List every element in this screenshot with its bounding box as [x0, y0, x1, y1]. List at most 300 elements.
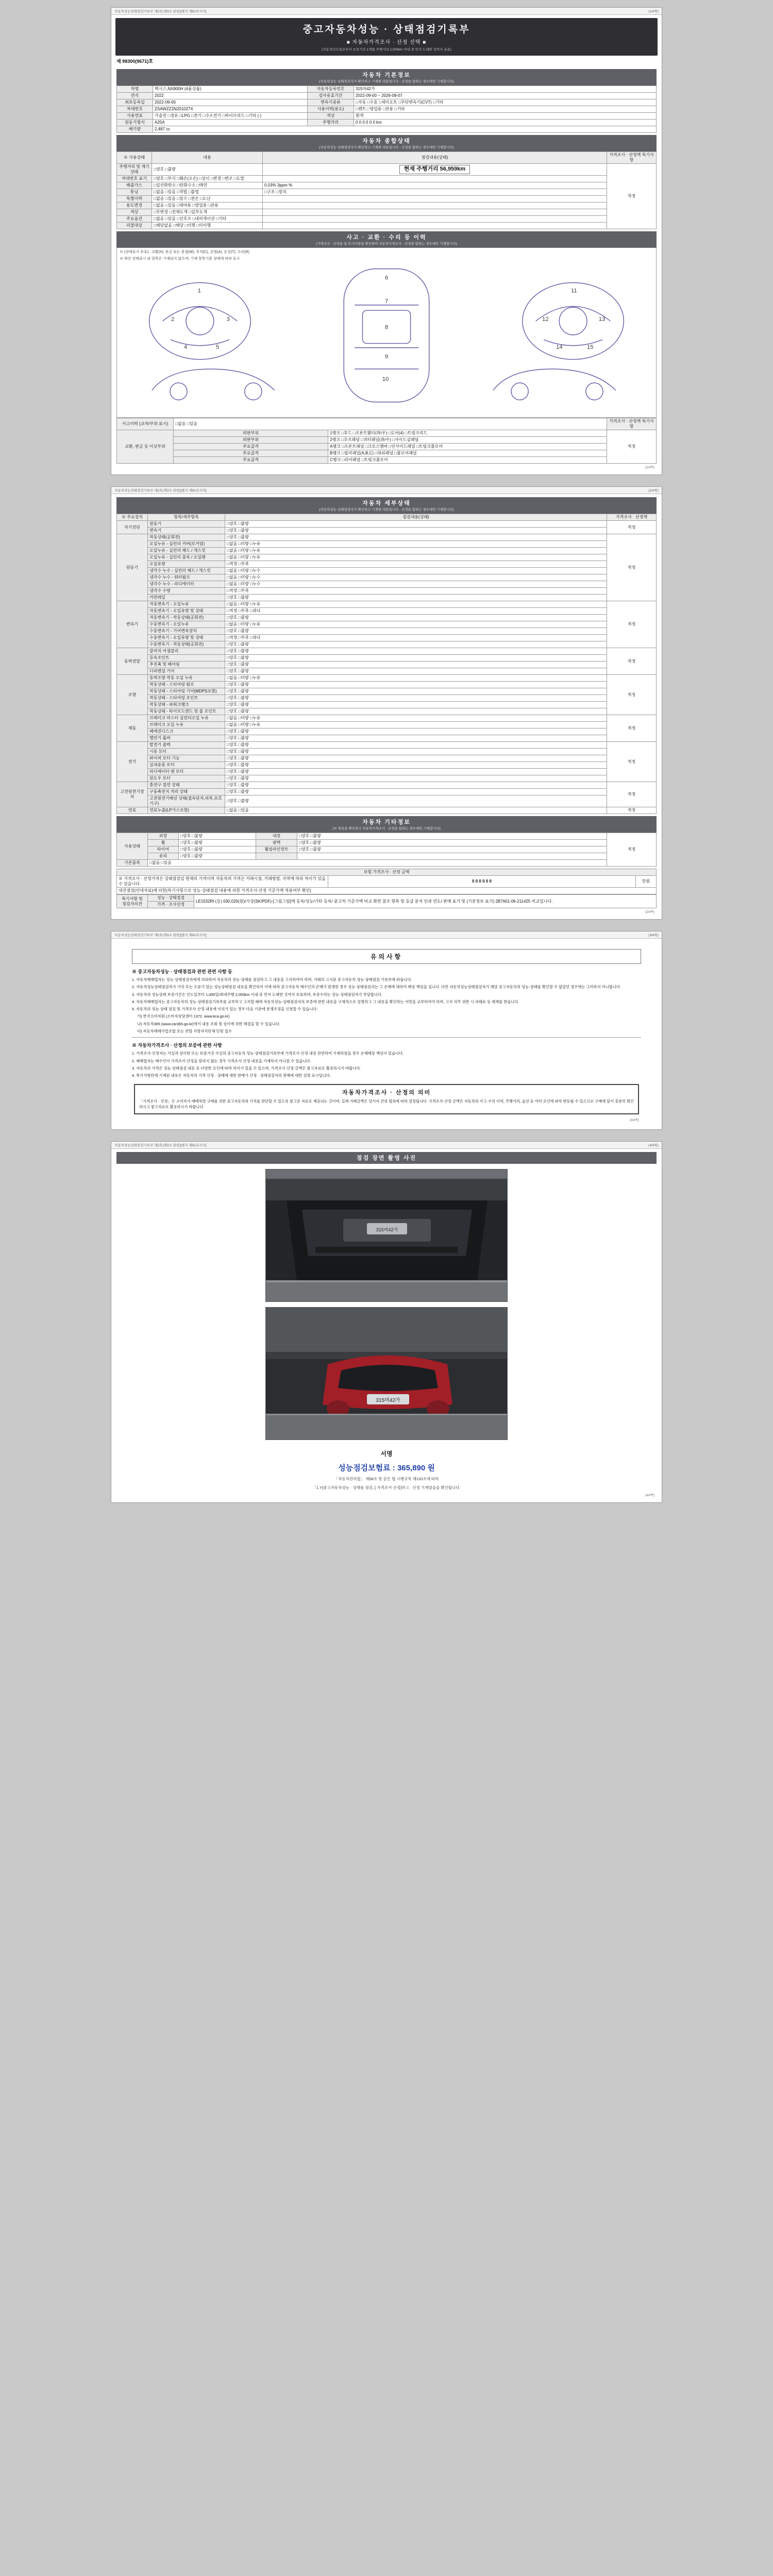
detail-value-4-5: □양호 □불량 — [225, 708, 607, 715]
basic-label-use: 사용이력(용도) — [308, 106, 354, 113]
overall-row-7-key: 주요옵션 — [117, 216, 152, 223]
form-id-text-3: 자동차성능상태점검기록부 제2호(제3조 관련)[별지 제81호서식] — [114, 934, 207, 937]
footer-note-1: 「자동차관리법」 제58조 및 같은 법 시행규칙 제120조에 따라 — [334, 1476, 439, 1481]
detail-value-6-1: □양호 □불량 — [225, 749, 607, 755]
accident-inner-c — [328, 457, 607, 464]
page-4-header — [111, 1142, 662, 1149]
section-overall — [116, 135, 657, 151]
etc-row-0-key: 외장 — [148, 833, 179, 840]
document-number-row — [111, 56, 662, 66]
insurance-price-table — [116, 869, 657, 894]
detail-value-2-4: □양호 □불량 — [225, 628, 607, 635]
insurance-title: 보험 가격조사 · 산정 금액 — [117, 869, 657, 876]
detail-item-2-0: 자동변속기 - 오일누유 — [148, 601, 225, 608]
svg-text:12: 12 — [542, 316, 549, 323]
svg-text:5: 5 — [215, 344, 220, 350]
detail-value-6-4: □양호 □불량 — [225, 769, 607, 775]
detail-item-1-1: 오일누유 - 실린더 커버(로커암) — [148, 541, 225, 548]
detail-item-1-6: 냉각수 누수 - 워터펌프 — [148, 574, 225, 581]
page-number-3: (3/4쪽) — [648, 934, 659, 937]
notice-item-1-6: 나) 자동차365 (www.car365.go.kr)에서 내용 조회 및 상이에 의한 해결을 할 수 있습니다. — [137, 1021, 281, 1026]
detail-value-4-3: □양호 □불량 — [225, 695, 607, 702]
detail-group-6: 전기 — [117, 742, 148, 782]
detail-group-4: 조향 — [117, 675, 148, 715]
overall-row-2-check: □일산화탄소 □탄화수소 □매연 — [152, 182, 263, 189]
engine-bay-photo — [265, 1169, 508, 1302]
detail-value-5-1: □없음 □미량 □누유 — [225, 722, 607, 728]
footer-note-2: 「1.Y]중고자동차성능 · 상태를 점검, [ 가격조사·산정]하고 · 산정 기재였음을 확인합니다. — [312, 1485, 461, 1490]
detail-value-7-0: □양호 □불량 — [225, 782, 607, 789]
detail-value-2-0: □없음 □미량 □누유 — [225, 601, 607, 608]
detail-item-1-3: 오일누유 - 실린더 블록 / 오일팬 — [148, 554, 225, 561]
basic-label-color: 색상 — [308, 113, 354, 120]
etc-base-label: 기본품목 — [117, 860, 148, 867]
page-3 — [111, 931, 662, 1130]
detail-value-6-0: □양호 □불량 — [225, 742, 607, 749]
accident-rank2-value: □루프패널 □쿼터패널(좌/우) □사이드실패널 — [341, 437, 419, 442]
detail-group-5: 제동 — [117, 715, 148, 742]
accident-note-head: 가격조사 · 산정액 특기사항 — [607, 418, 657, 430]
notice-heading-1: ※ 중고자동차성능 · 상태점검과 관련 관련 사항 등 — [132, 969, 232, 974]
detail-item-7-0: 충전구 절연 상태 — [148, 782, 225, 789]
detail-value-2-1: □적정 □부족 □과다 — [225, 608, 607, 615]
overall-head-3: 가격조사 · 산정액 특기사항 — [607, 152, 657, 164]
detail-value-7-2: □양호 □불량 — [225, 795, 607, 807]
accident-inner-b — [328, 450, 607, 457]
section-detail-sub: (자동차성능·상태점검자가 확인하고 기재한 내용입니다 - 산정을 함하는 경우에만 기재합니다) — [319, 508, 454, 512]
insurance-digit-2: 0 — [479, 879, 481, 884]
section-accident-sub: (가격조사 · 산정을 및 특기사항을 확인하여 자동차가격조사 · 산정을 함하는 경우에만 기재합니다) — [316, 242, 457, 246]
detail-group-0: 자기진단 — [117, 521, 148, 534]
detail-value-0-0: □양호 □불량 — [225, 521, 607, 528]
notice-item-1-7: 다) 자동차매매사업조합 또는 관할 지방자치단체 민원 접수 — [137, 1029, 232, 1034]
section-etc-title: 자동차 기타정보 — [362, 819, 411, 825]
insurance-group-label: 특기사항 및 점검자의견 — [117, 895, 148, 908]
notice-item-1-5: 가) 한국소비자원 (소비자상담센터 1372, www.kca.go.kr) — [137, 1014, 230, 1019]
basic-label-fuel: 사용연료 — [117, 113, 153, 120]
detail-value-1-9: □양호 □불량 — [225, 595, 607, 601]
page-title-note: (자동차인도일로부터 보증기간 1개월 주행거리 2,000km 이내 중 먼저 도래한 것까지 유효) — [322, 48, 451, 52]
detail-group-2: 변속기 — [117, 601, 148, 648]
section-accident-title: 사고 · 교환 · 수리 등 이력 — [346, 234, 427, 241]
detail-value-4-4: □양호 □불량 — [225, 702, 607, 708]
accident-outer-label-2: 외판부위 — [174, 437, 328, 444]
diagram-legend-1: ※ (상태표시 부호) : 교환(X), 판금 또는 용접(W), 부식(C), 균열(A), 손상(T), 수리(R) — [120, 250, 249, 254]
overall-head-0: ※ 사용상태 — [117, 152, 152, 164]
detail-value-1-1: □없음 □미량 □누유 — [225, 541, 607, 548]
overall-row-3-check: □없음 □있음 □적법 □불법 — [152, 189, 263, 196]
section-overall-title: 자동차 종합상태 — [362, 138, 411, 144]
svg-text:15: 15 — [586, 344, 594, 350]
basic-label-mileage: 주행거리 — [308, 120, 354, 126]
detail-value-6-3: □양호 □불량 — [225, 762, 607, 769]
accident-rank1 — [328, 430, 607, 437]
svg-text:8: 8 — [384, 324, 389, 331]
detail-item-6-1: 시동 모터 — [148, 749, 225, 755]
basic-value-use: □렌트 □영업용 □관용 □기타 — [354, 106, 657, 113]
detail-value-1-2: □없음 □미량 □누유 — [225, 548, 607, 554]
detail-item-7-2: 고전원전기배선 상태(접속단자,피복,보호기구) — [148, 795, 225, 807]
basic-label-year: 연식 — [117, 93, 153, 99]
overall-table — [116, 151, 657, 229]
detail-item-1-5: 냉각수 누수 - 실린더 헤드 / 개스킷 — [148, 568, 225, 574]
basic-value-regno: 315머42가 — [354, 86, 657, 93]
etc-row-3-value: □양호 □불량 — [179, 853, 256, 860]
section-basic-title: 자동차 기본정보 — [362, 72, 411, 78]
svg-text:10: 10 — [382, 376, 389, 382]
section-photos-title: 점검 장면 촬영 사진 — [356, 1155, 417, 1161]
detail-item-2-4: 수동변속기 - 기어변속장치 — [148, 628, 225, 635]
etc-row-2-key: 타이어 — [148, 846, 179, 853]
detail-value-3-2: □양호 □불량 — [225, 662, 607, 668]
mileage-value: 현재 주행거리 56,959km — [399, 165, 470, 174]
detail-note-3: 적정 — [607, 648, 657, 675]
detail-note-5: 적정 — [607, 715, 657, 742]
basic-value-fuel: 가솔린 □경유 □LPG □전기 □수소전기 □하이브리드 □기타 ( ) — [153, 113, 308, 120]
detail-value-1-3: □없음 □미량 □누유 — [225, 554, 607, 561]
detail-item-2-2: 자동변속기 - 작동상태(공회전) — [148, 615, 225, 621]
detail-item-2-1: 자동변속기 - 오일유량 및 상태 — [148, 608, 225, 615]
insurance-row-label-2: 가격 · 조사산정 — [148, 902, 194, 908]
section-basic-sub: (자동차성능·상태점검자가 확인하고 기재한 내용입니다 - 산정을 함하는 경우에만 기재합니다) — [319, 80, 454, 83]
detail-value-1-4: □적정 □부족 — [225, 561, 607, 568]
etc-base-value: □없음 □있음 — [148, 860, 607, 867]
detail-item-3-1: 등속조인트 — [148, 655, 225, 662]
detail-item-1-8: 냉각수 수량 — [148, 588, 225, 595]
accident-inner-label-c: 주요골격 — [174, 457, 328, 464]
accident-inner-c-value: □리어패널 □트렁크플로어 — [342, 457, 388, 462]
detail-item-5-3: 밸런기 롤버 — [148, 735, 225, 742]
overall-row-5-key: 용도변경 — [117, 202, 152, 209]
notice-item-1-1: 2. 자동차성능상태점검자가 거짓 또는 오류가 있는 성능상태점검 내용을 확인하여 이에 따라 중고자동차 매수인의 손해가 발생한 경우 성능·상태점검자는 그 손해에 대하여 배상 책임을 집니다. 다만 자동차성능상태점검자가 해당 중고자동차의 성능·상태를 확인할 수 없었던 경우에는 그러하지 아니합니다. — [132, 985, 621, 990]
notice-item-1-3: 4. 자동차매매업자는 중고자동차의 성능·상태점검기록부를 교부하고 고지할 때에 자동차성능·상태점검자의 보증에 관한 내용을 구체적으로 설명하고 그 내용을 확인하는 서면을 교부하여야 하며, 고지 의무 위반 시 과태료 등 제재를 받습니다. — [132, 999, 519, 1004]
overall-row-2-key: 배출가스 — [117, 182, 152, 189]
price-definition-box — [134, 1084, 639, 1114]
overall-row-5-check: □없음 □있음 □대여용 □영업용 □관용 — [152, 202, 263, 209]
detail-value-3-3: □양호 □불량 — [225, 668, 607, 675]
svg-text:7: 7 — [384, 298, 389, 304]
detail-value-1-8: □적정 □부족 — [225, 588, 607, 595]
etc-row-0-value2: □양호 □불량 — [297, 833, 607, 840]
engine-bay-photo-svg — [266, 1170, 508, 1302]
page-2-footer: (2/4쪽) — [645, 911, 654, 914]
detail-value-8-0: □없음 □있음 — [225, 807, 607, 814]
overall-row-4-detail — [263, 196, 607, 202]
detail-group-7: 고전원전기장치 — [117, 782, 148, 807]
page-3-header — [111, 931, 662, 939]
overall-row-7-check: □없음 □있음 □선루프 □내비게이션 □기타 — [152, 216, 263, 223]
page-4-footer: (4/4쪽) — [645, 1494, 654, 1497]
detail-value-3-0: □양호 □불량 — [225, 648, 607, 655]
detail-item-4-4: 작동상태 - 파워크랭크 — [148, 702, 225, 708]
price-value: 365,890 원 — [397, 1463, 435, 1472]
overall-row-1-check: □양호 □부식 □훼손(오손) □상이 □변경 □변조 □도말 — [152, 176, 263, 182]
svg-text:14: 14 — [556, 344, 563, 350]
detail-head-3: 가격조사 · 산정액 — [607, 514, 657, 521]
detail-item-5-0: 브레이크 마스터 실린더오일 누유 — [148, 715, 225, 722]
page-title: 중고자동차성능 · 상태점검기록부 — [303, 24, 470, 35]
etc-row-2-key2: 휠얼라인먼트 — [256, 846, 297, 853]
notice-item-2-0: 1. 가격조사·산정자는 사실과 상이한 또는 보증거짓 사실의 중고자동차 성능·상태점검기록부에 가격조사·산정 내용 관련하여 기재하였을 경우 손해배상 책임이 있습니다. — [132, 1051, 404, 1056]
detail-value-3-1: □양호 □불량 — [225, 655, 607, 662]
basic-value-insp-period: 2022-09-00 ~ 2026-09-07 — [354, 93, 657, 99]
detail-value-1-0: □양호 □불량 — [225, 534, 607, 541]
detail-item-3-3: 디퍼렌셜 기어 — [148, 668, 225, 675]
overall-row-1-detail — [263, 176, 607, 182]
detail-item-1-4: 오일유량 — [148, 561, 225, 568]
doc-no-label: 제 — [116, 59, 121, 64]
detail-item-4-0: 동력조향 작동 오일 누유 — [148, 675, 225, 682]
detail-value-6-2: □양호 □불량 — [225, 755, 607, 762]
detail-value-5-0: □없음 □미량 □누유 — [225, 715, 607, 722]
page-1 — [111, 7, 662, 475]
basic-value-first-reg: 2022-09-00 — [153, 99, 308, 106]
detail-item-4-2: 작동상태 - 스티어링 기어(MDPS포함) — [148, 688, 225, 695]
insurance-row-label-1: 성능 · 상태점검 — [148, 895, 194, 902]
accident-rank1-label: 1랭크 — [330, 431, 340, 435]
doc-no-value: 98300(9671)호 — [122, 59, 153, 64]
svg-text:11: 11 — [570, 287, 577, 294]
etc-row-0-key2: 내장 — [256, 833, 297, 840]
overall-note: 적정 — [607, 164, 657, 229]
basic-label-name: 차명 — [117, 86, 153, 93]
accident-history-table — [116, 418, 657, 464]
detail-note-2: 적정 — [607, 601, 657, 648]
detail-item-2-6: 수동변속기 - 작동상태(공회전) — [148, 641, 225, 648]
detail-item-3-0: 클러치 어셈블리 — [148, 648, 225, 655]
notice-divider — [132, 1037, 641, 1038]
notice-item-2-1: 2. 매매업자는 매수인이 가격조사·산정을 원하지 않는 경우 가격조사·산정 내용을 기재하지 아니할 수 있습니다. — [132, 1058, 311, 1063]
accident-inner-label-b: 주요골격 — [174, 450, 328, 457]
accident-inner-a-value: □프론트패널 □크로스맴버 □인사이드패널 □트렁크플로어 — [342, 444, 443, 449]
basic-label-engine: 원동기형식 — [117, 120, 153, 126]
accident-inner-a — [328, 444, 607, 450]
detail-value-4-2: □양호 □불량 — [225, 688, 607, 695]
detail-item-1-0: 작동상태(공회전) — [148, 534, 225, 541]
svg-text:13: 13 — [598, 316, 606, 323]
detail-item-1-7: 냉각수 누수 - 라디에이터 — [148, 581, 225, 588]
notice-item-1-4: 5. 자동차의 성능·상태 점검 및 가격조사·산정 내용에 이의가 있는 경우 다음 기관에 분쟁조정을 신청할 수 있습니다. — [132, 1007, 318, 1012]
car-diagram — [117, 257, 656, 412]
detail-group-8: 연료 — [117, 807, 148, 814]
detail-item-4-3: 작동상태 - 스티어링 조인트 — [148, 695, 225, 702]
detail-head-2: 점검내용(상태) — [225, 514, 607, 521]
page-number-1: (1/4쪽) — [648, 10, 659, 13]
etc-group-label: 사용상태 — [117, 833, 148, 860]
form-id-text: 자동차성능상태점검기록부 제2호(제3조 관련)[별지 제81호서식] — [114, 10, 207, 13]
section-photos — [116, 1152, 657, 1164]
accident-inner-a-label: A랭크 — [330, 444, 341, 449]
detail-item-0-1: 변속기 — [148, 528, 225, 534]
basic-value-color: 흰색 — [354, 113, 657, 120]
svg-text:2: 2 — [171, 316, 175, 323]
overall-row-1-key: 차대번호 표기 — [117, 176, 152, 182]
detail-value-1-6: □없음 □미량 □누수 — [225, 574, 607, 581]
page-3-footer: (3/4쪽) — [629, 1118, 639, 1122]
detail-note-8: 적정 — [607, 807, 657, 814]
section-etc-sub: (※ 항목을 확인하고 자동차가격조사 · 산정을 함하는 경우에만 기재합니다) — [332, 827, 441, 831]
notice-item-1-2: 3. 자동차의 성능상태 보증기간은 인도일부터 1,000일/최대주행 2,000km 이내 중 먼저 도래한 것까지 유효하며, 보증수리는 성능·상태점검자가 부담합니다. — [132, 992, 382, 997]
detail-item-6-0: 발전기 출력 — [148, 742, 225, 749]
detail-note-4: 적정 — [607, 675, 657, 715]
svg-text:315머42가: 315머42가 — [376, 1397, 400, 1403]
detail-value-2-5: □적정 □부족 □과다 — [225, 635, 607, 641]
detail-value-2-2: □양호 □불량 — [225, 615, 607, 621]
detail-item-2-5: 수동변속기 - 오일유량 및 상태 — [148, 635, 225, 641]
price-definition-text: 「가격조사 · 산정」은 소비자가 매매차량 구매를 위한 중고자동차의 가치를 판단할 수 있도록 참고용 자료로 제공되는 것이며, 실제 거래금액은 당사자 간의 협의에 따라 결정됩니다. 가격조사·산정 금액은 자동차의 사고·수리 이력, 주행거리, 옵션 등 여러 요인에 따라 변동될 수 있으므로 구매에 앞서 충분히 확인하시고 참고자료로 활용하시기 바랍니다. — [139, 1098, 634, 1110]
detail-item-3-2: 추진축 및 베어링 — [148, 662, 225, 668]
overall-row-0-key: 주행거리 및 계기상태 — [117, 164, 152, 176]
overall-head-2: 점검내용(상태) — [263, 152, 607, 164]
detail-note-6: 적정 — [607, 742, 657, 782]
detail-item-1-2: 오일누유 - 실린더 헤드 / 개스킷 — [148, 548, 225, 554]
insurance-digit-5: 0 — [489, 879, 492, 884]
car-diagram-svg — [117, 257, 656, 412]
diagram-legend-2: ※ 하단 상태표시 외 항목은 기재되지 않으며, 기재 항목기준 상태에 따라 표시 — [120, 257, 240, 261]
etc-table — [116, 833, 657, 867]
detail-head-1: 항목/세부항목 — [148, 514, 225, 521]
overall-row-0-check: □양호 □불량 — [152, 164, 263, 176]
accident-note-value: 적정 — [607, 430, 657, 464]
accident-outer-label: 외판부위 — [174, 430, 328, 437]
signature-label: 서명 — [380, 1450, 393, 1458]
svg-text:3: 3 — [226, 316, 230, 323]
detail-note-0: 적정 — [607, 521, 657, 534]
insurance-digit-3: 0 — [482, 879, 485, 884]
detail-value-2-3: □없음 □미량 □누유 — [225, 621, 607, 628]
etc-row-2-value2: □양호 □불량 — [297, 846, 607, 853]
page-1-header — [111, 8, 662, 15]
overall-row-8-detail — [263, 223, 607, 229]
detail-value-5-3: □양호 □불량 — [225, 735, 607, 742]
detail-item-7-1: 구동축전지 격리 상태 — [148, 789, 225, 795]
page-subtitle: ■ 자동차가격조사 · 산정 선택 ■ — [346, 40, 427, 45]
basic-label-vin: 차대번호 — [117, 106, 153, 113]
overall-head-1: 내용 — [152, 152, 263, 164]
detail-value-2-6: □양호 □불량 — [225, 641, 607, 648]
etc-row-3-key2 — [256, 853, 297, 860]
detail-item-6-5: 윈도우 모터 — [148, 775, 225, 782]
rear-view-photo — [265, 1307, 508, 1440]
overall-row-3-detail: □구조 □장치 — [263, 189, 607, 196]
detail-item-5-2: 베애진디스크 — [148, 728, 225, 735]
detail-item-4-5: 작동상태 - 타이로드엔드 및 볼 조인트 — [148, 708, 225, 715]
overall-row-4-key: 특별이력 — [117, 196, 152, 202]
accident-inner-label-a: 주요골격 — [174, 444, 328, 450]
basic-value-vin: ZSAWZZ2N201027X — [153, 106, 308, 113]
accident-row-0-key: 사고이력 (교차/부위 표시) — [117, 418, 174, 430]
price-definition-title: 자동차가격조사 · 산정의 의미 — [342, 1089, 431, 1096]
page-4 — [111, 1141, 662, 1503]
page-number-4: (4/4쪽) — [648, 1143, 659, 1147]
overall-row-3-key: 튜닝 — [117, 189, 152, 196]
accident-rank2-label: 2랭크 — [330, 437, 340, 442]
insurance-digits — [328, 876, 636, 888]
etc-note: 적정 — [607, 833, 657, 867]
insurance-breakdown-table — [116, 894, 657, 908]
insurance-left-note: ※ 가격조사 · 산정가격은 상태점검일 현재의 가격이며 자동차의 가격은 거래시점, 거래방법, 지역에 따라 차이가 있을 수 있습니다. — [117, 876, 328, 888]
detail-note-1: 적정 — [607, 534, 657, 601]
page-1-footer: (1/4쪽) — [645, 466, 654, 469]
detail-item-5-1: 브레이크 오일 누유 — [148, 722, 225, 728]
detail-value-1-5: □없음 □미량 □누수 — [225, 568, 607, 574]
basic-label-transmission: 변속기종류 — [308, 99, 354, 106]
detail-item-6-2: 와이퍼 모터 기능 — [148, 755, 225, 762]
detail-note-7: 적정 — [607, 782, 657, 807]
accident-inner-b-value: □필러패널(A,B,C) □대쉬패널 □플로어패널 — [342, 451, 417, 455]
svg-text:1: 1 — [197, 287, 201, 294]
etc-row-2-value: □양호 □불량 — [179, 846, 256, 853]
overall-row-8-key: 리콜대상 — [117, 223, 152, 229]
overall-row-0-detail — [263, 164, 607, 176]
notice-heading-2: ※ 자동차가격조사 · 산정의 보증에 관한 사항 — [132, 1043, 222, 1048]
detail-state-table — [116, 514, 657, 814]
notice-item-2-3: 4. 특기사항란에 기재된 내용은 자동차의 가격 산정 · 상태에 대한 판매가 산정 · 상태점검자의 판매에 대한 설명 표시입니다. — [132, 1073, 331, 1078]
overall-row-6-check: □무변경 □전체도색 □일부도색 — [152, 209, 263, 216]
section-overall-sub: (자동차성능·상태점검자가 확인하고 기재한 내용입니다 - 산정을 함하는 경우에만 기재합니다) — [319, 146, 454, 149]
detail-item-6-3: 실내송풍 모터 — [148, 762, 225, 769]
insurance-reference: LE1532RI (등) 030,020(원)/사상(SK/PDF)-[그림그림]에 등록/성능/기타 등록/ 중고차 기준가액 비교 화면 참조 항목 및 등급 분석 인과 연도/ 판매 표기 및 (기본정보 표기) 2B7601-06-211425 비교입니다. — [194, 895, 657, 908]
detail-item-0-0: 원동기 — [148, 521, 225, 528]
inspection-insurance-price — [116, 1459, 657, 1474]
detail-value-5-2: □양호 □불량 — [225, 728, 607, 735]
section-detail-title: 자동차 세부상태 — [362, 500, 411, 506]
basic-value-engine: A25A — [153, 120, 308, 126]
etc-row-1-key2: 광택 — [256, 840, 297, 846]
accident-inner-b-label: B랭크 — [330, 451, 341, 455]
detail-value-1-7: □없음 □미량 □누수 — [225, 581, 607, 588]
price-label: 성능점검보험료 : — [338, 1463, 395, 1472]
detail-group-3: 동력전달 — [117, 648, 148, 675]
form-id-text-2: 자동차성능상태점검기록부 제2호(제3조 관련)[별지 제81호서식] — [114, 489, 207, 493]
basic-value-year: 2022 — [153, 93, 308, 99]
basic-value-transmission: □자동 □수동 □세미오토 □무단변속기(CVT) □기타 — [354, 99, 657, 106]
svg-text:315머42가: 315머42가 — [376, 1227, 398, 1232]
notice-item-2-2: 3. 자동차의 가격은 성능·상태점검 내용 등 다양한 요인에 따라 차이가 있을 수 있으며, 가격조사·산정 금액은 참고자료로 활용하시기 바랍니다. — [132, 1065, 361, 1071]
basic-value-name: 택시스,NX800H (4륜상률) — [153, 86, 308, 93]
notice-title: 유의사항 — [132, 949, 641, 964]
form-id-text-4: 자동차성능상태점검기록부 제2호(제3조 관련)[별지 제81호서식] — [114, 1143, 207, 1147]
page-2-header — [111, 487, 662, 494]
insurance-note-1: 내진점검(안내자료)에 의한(특기사항으로 성능·상태점검 내용에 의한 가격조사·산정 기준가액 적용여부 확인) — [117, 888, 657, 894]
detail-value-0-1: □양호 □불량 — [225, 528, 607, 534]
basic-label-displacement: 배기량 — [117, 126, 153, 133]
detail-item-4-1: 작동상태 - 스티어링 펌프 — [148, 682, 225, 688]
detail-group-1: 원동기 — [117, 534, 148, 601]
overall-row-4-check: □없음 □있음 □침수 □전손 □도난 — [152, 196, 263, 202]
section-etc — [116, 816, 657, 833]
accident-parts-title: 교환, 판금 등 이상부위 — [117, 430, 174, 464]
insurance-digit-0: 0 — [472, 879, 475, 884]
insurance-digit-1: 0 — [475, 879, 478, 884]
detail-value-4-1: □양호 □불량 — [225, 682, 607, 688]
section-basic-info — [116, 69, 657, 86]
basic-value-mileage: 0 0 0 0 0 0 km — [354, 120, 657, 126]
basic-label-first-reg: 최초등록일 — [117, 99, 153, 106]
overall-row-6-detail — [263, 209, 607, 216]
overall-row-8-check: □해당없음 □해당 □이행 □미이행 — [152, 223, 263, 229]
section-accident — [116, 231, 657, 248]
basic-label-insp-period: 검사유효기간 — [308, 93, 354, 99]
overall-row-6-key: 색상 — [117, 209, 152, 216]
accident-rank1-value: □후드 □프론트휀더(좌/우) □도어(4) □트렁크리드 — [341, 431, 428, 435]
document-title-band — [115, 18, 658, 56]
rear-view-photo-svg — [266, 1308, 508, 1440]
accident-inner-c-label: C랭크 — [330, 457, 341, 462]
svg-text:4: 4 — [183, 344, 188, 350]
page-2 — [111, 486, 662, 920]
overall-row-5-detail — [263, 202, 607, 209]
